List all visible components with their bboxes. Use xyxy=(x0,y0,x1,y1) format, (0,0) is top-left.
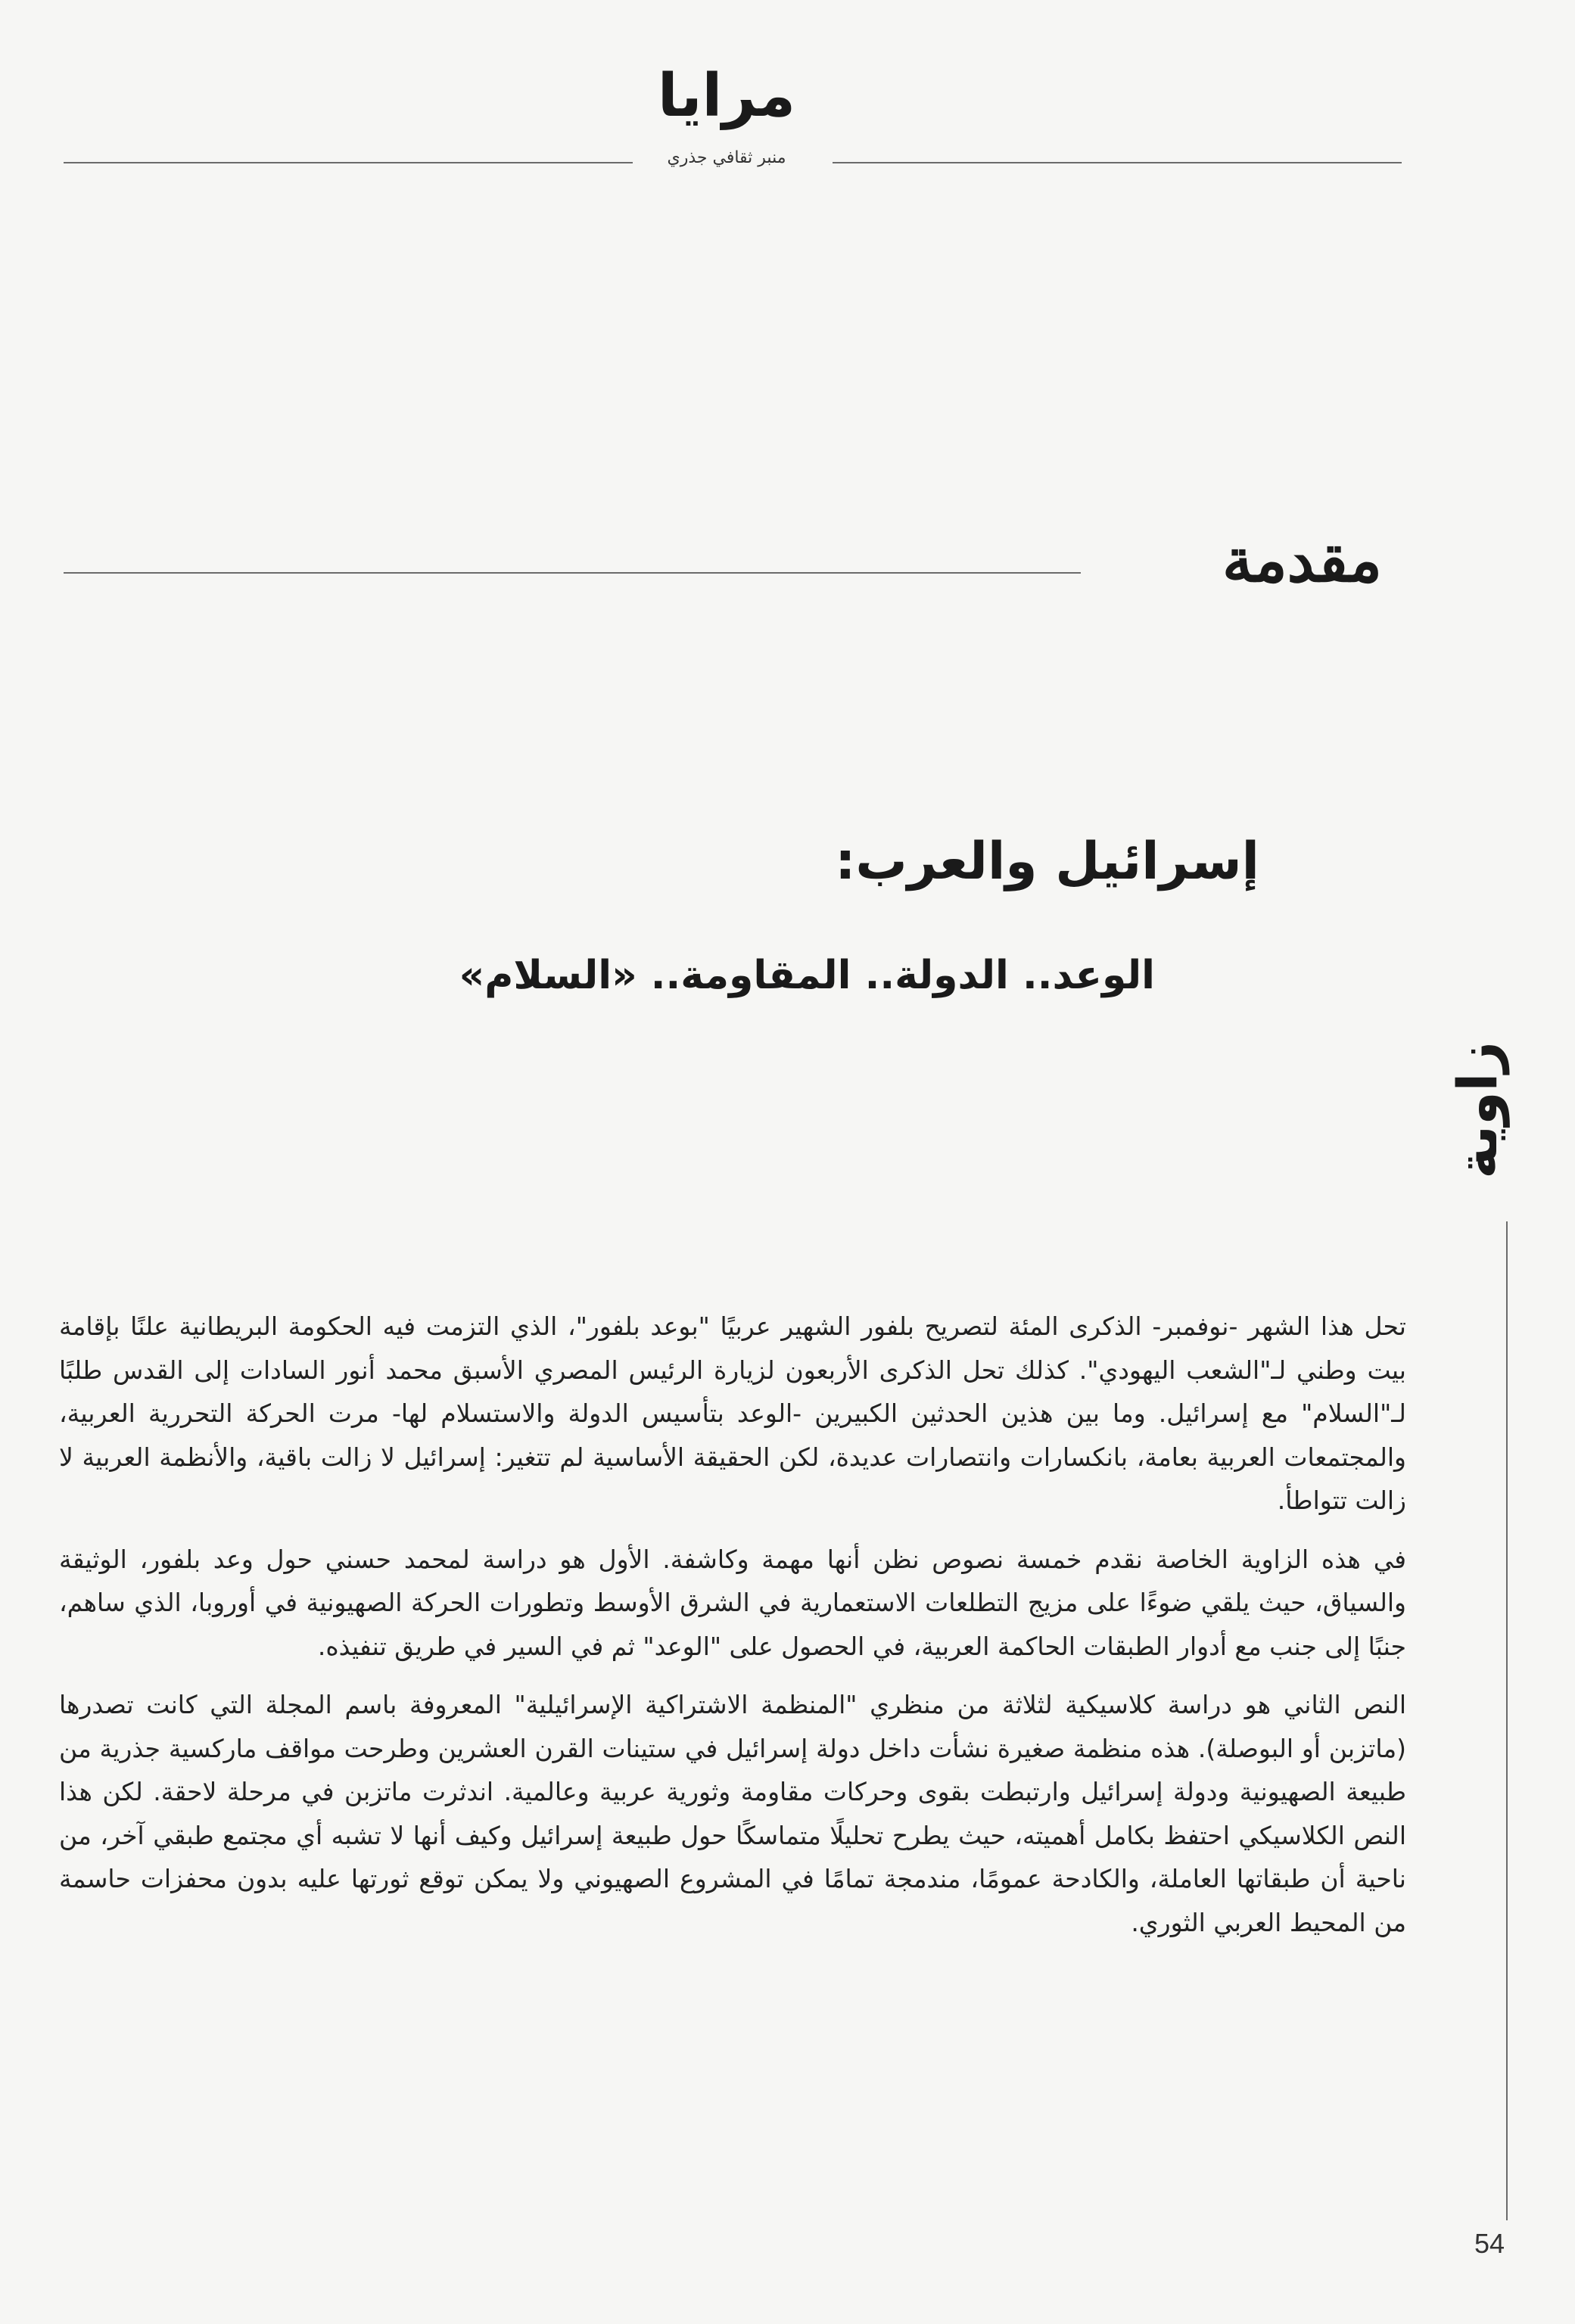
masthead-divider-left xyxy=(64,162,633,163)
masthead-tagline: منبر ثقافي جذري xyxy=(667,148,786,167)
column-divider xyxy=(1506,1221,1508,2220)
article-subtitle: الوعد.. الدولة.. المقاومة.. «السلام» xyxy=(459,953,1155,998)
article-title: إسرائيل والعرب: xyxy=(835,832,1259,891)
paragraph-1: تحل هذا الشهر -نوفمبر- الذكرى المئة لتصريح بلفور الشهير عربيًا "بوعد بلفور"، الذي التزمت فيه الحكومة البريطانية علنًا بإقامة بيت وطني لـ"الشعب اليهودي". كذلك تحل الذكرى الأربعون لزيارة الرئيس المصري الأسبق محمد أنور السادات إلى القدس طلبًا لـ"السلام" مع إسرائيل. وما بين هذين الحدثين الكبيرين -الوعد بتأسيس الدولة والاستسلام لها- مرت الحركة التحررية العربية، والمجتمعات العربية بعامة، بانكسارات وانتصارات عديدة، لكن الحقيقة الأساسية لم تتغير: إسرائيل لا زالت باقية، والأنظمة العربية لا زالت تتواطأ. xyxy=(59,1311,1406,1515)
column-label-text: زاوية xyxy=(1446,1041,1509,1179)
masthead-logo: مرايا xyxy=(657,62,796,130)
paragraph-2: في هذه الزاوية الخاصة نقدم خمسة نصوص نظن أنها مهمة وكاشفة. الأول هو دراسة لمحمد حسني حول وعد بلفور، الوثيقة والسياق، حيث يلقي ضوءًا على مزيج التطلعات الاستعمارية في الشرق الأوسط وتطورات الحركة الصهيونية في أوروبا، الذي ساهم، جنبًا إلى جنب مع أدوار الطبقات الحاكمة العربية، في الحصول على "الوعد" ثم في السير في طريق تنفيذه. xyxy=(59,1544,1406,1661)
paragraph-3: النص الثاني هو دراسة كلاسيكية لثلاثة من منظري "المنظمة الاشتراكية الإسرائيلية" المعروفة باسم المجلة التي كانت تصدرها (ماتزبن أو البوصلة). هذه منظمة صغيرة نشأت داخل دولة إسرائيل في ستينات القرن العشرين وطرحت مواقف ماركسية جذرية من طبيعة الصهيونية ودولة إسرائيل وارتبطت بقوى وحركات مقاومة وثورية عربية وعالمية. اندثرت ماتزبن في مرحلة لاحقة. لكن هذا النص الكلاسيكي احتفظ بكامل أهميته، حيث يطرح تحليلًا متماسكًا حول طبيعة إسرائيل وكيف أنها لا تشبه أي مجتمع طبقي آخر، من ناحية أن طبقاتها العاملة، والكادحة عمومًا، مندمجة تمامًا في المشروع الصهيوني ولا يمكن توقع ثورتها عليه بدون محفزات حاسمة من المحيط العربي الثوري. xyxy=(59,1690,1406,1937)
column-label xyxy=(1441,1023,1514,1197)
section-divider xyxy=(64,572,1081,574)
masthead-divider-right xyxy=(833,162,1402,163)
article-body xyxy=(59,1305,1406,1959)
section-title: مقدمة xyxy=(1222,524,1382,596)
page-number: 54 xyxy=(1474,2228,1505,2259)
